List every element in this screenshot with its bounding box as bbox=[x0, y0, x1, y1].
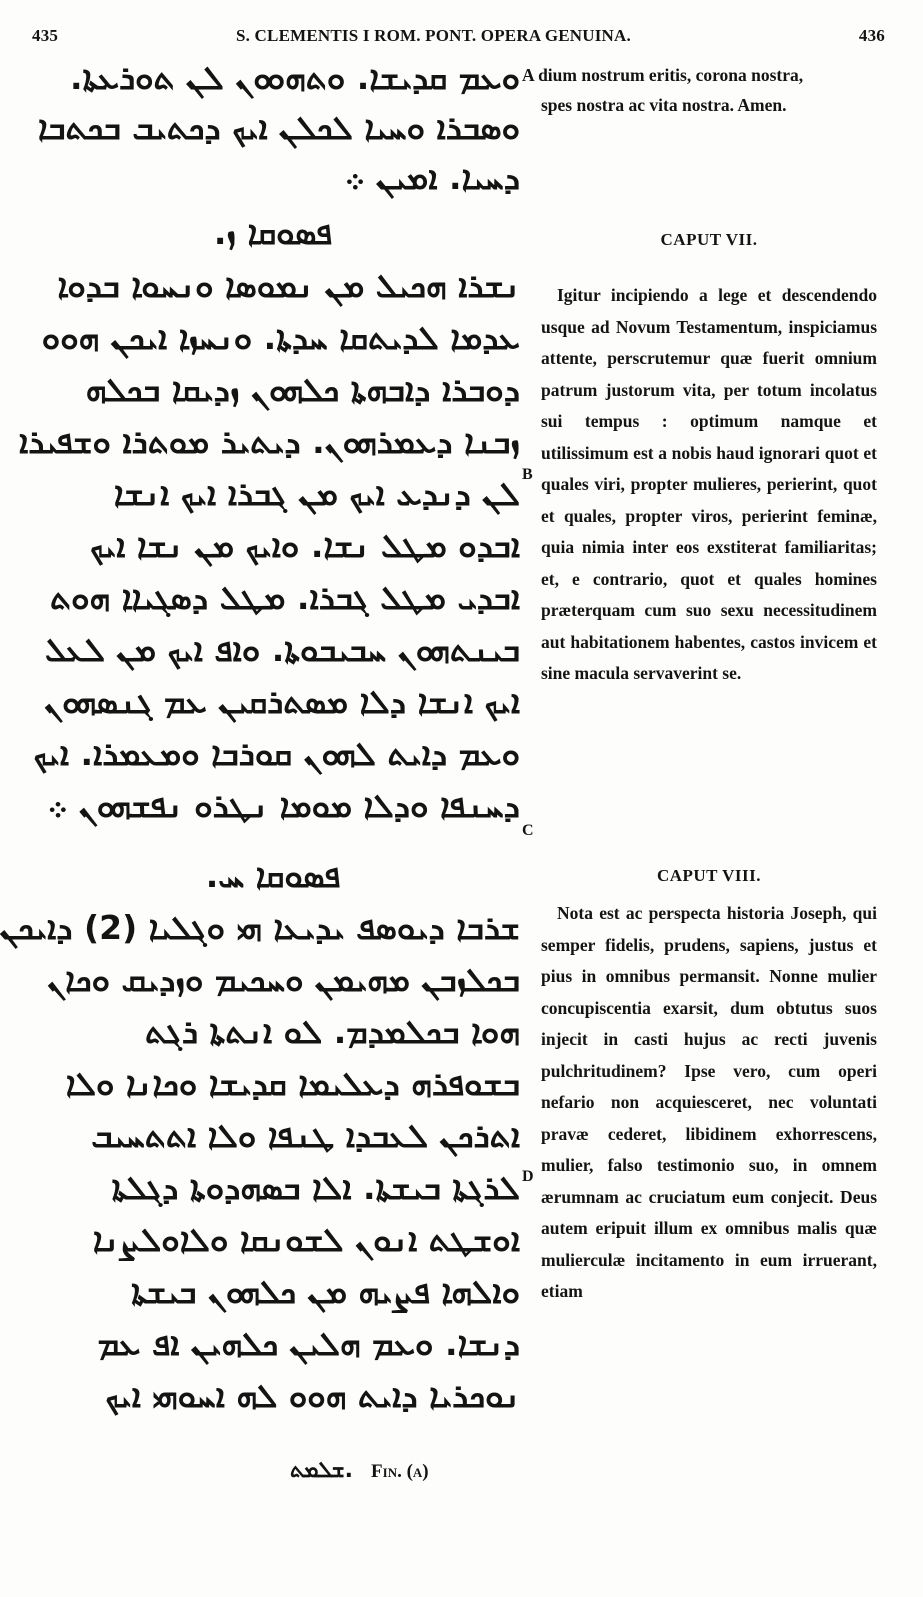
caput-8-text bbox=[541, 898, 877, 1308]
latin-line bbox=[522, 60, 803, 90]
caput-7-title: CAPUT VII. bbox=[660, 230, 758, 249]
syriac-section-8 bbox=[0, 908, 520, 1415]
fin-latin: Fin. (a) bbox=[371, 1461, 429, 1482]
running-title: S. CLEMENTIS I ROM. PONT. OPERA GENUINA. bbox=[236, 26, 631, 45]
caput-8-paragraph: Nota est ac perspecta historia Joseph, qui semper fidelis, prudens, sapiens, justus et pius in omnibus permansit. Nonne mulier concupiscentia exarsit, dum obtutus suos injecit in casti hujus ac recti juvenis pulchritudinem? Ipse vero, cum operi nefario non acquiesceret, nec voluntati pravæ cederet, libidinem exhorrescens, mulier, falso testimonio suo, in omnem ærumnam ac cruciatum eum conjecit. Deus autem eripuit illum ex omnibus malis quæ mulierculæ incitamento in eum irruerant, etiam bbox=[541, 903, 877, 1301]
syriac-line: ܐܘܫܛܬ ܐܢܘܢ ܠܫܘܢܩܐ ܘܠܐܘܠܨܢܐ bbox=[92, 1220, 520, 1259]
syriac-section-7 bbox=[18, 266, 520, 825]
margin-letter-b: B bbox=[522, 466, 533, 483]
syriac-line: ܘܥܡ ܩܕܝܫܐ. ܘܬܗܘܘܢ ܠܢ ܬܘܪܥܬܐ. bbox=[69, 58, 520, 97]
syriac-line: ܘܐܠܗܐ ܦܨܝܗ ܡܢ ܟܠܗܘܢ ܒܝܫܬܐ bbox=[131, 1272, 520, 1311]
page-number-left: 435 bbox=[32, 26, 59, 45]
syriac-heading-8: ܦܣܘܩܐ ܚ. bbox=[205, 856, 341, 895]
syriac-line: ܥܕܡܐ ܠܕܝܬܩܐ ܚܕܬܐ. ܘܢܚܙܐ ܐܝܟܢ ܗܘܘ bbox=[41, 318, 520, 357]
syriac-line: ܒܝܢܬܗܘܢ ܚܒܝܒܘܬܐ. ܘܐܦ ܐܝܟ ܡܢ ܠܥܠ bbox=[44, 630, 520, 669]
margin-letter-c: C bbox=[522, 822, 534, 839]
syriac-line: ܘܥܡ ܕܐܝܬ ܠܗܘܢ ܩܘܪܒܐ ܘܡܥܡܪܐ. ܐܝܟ bbox=[33, 734, 520, 773]
margin-letter-d: D bbox=[522, 1168, 534, 1185]
syriac-line: ܢܘܟܪܝܐ ܕܐܝܬ ܗܘܘ ܠܗ ܐܚܘܗܝ ܐܝܟ bbox=[105, 1376, 520, 1415]
caput-7-paragraph: Igitur incipiendo a lege et descendendo usque ad Novum Testamentum, inspiciamus attente, perscrutemur quæ fuerit omnium patrum justorum vita, per totum incolatus sui tempus : optimum namque et utilissimum est a nobis haud ignorari quot et quales viri, propter mulieres, perierint, quot et quales, propter viros, perierint feminæ, quia nimia inter eos exstiterat familiaritas; et, e contrario, quot et quales homines præterquam cum suo sexu necessitudinem aut habitationem habentes, castos invicem et sine macula servaverint se. bbox=[541, 285, 877, 683]
syriac-line: ܕܘܒܪܐ ܕܐܒܗܬܐ ܟܠܗܘܢ ܙܕܝܩܐ ܒܟܠܗ bbox=[85, 370, 520, 409]
fin-line bbox=[290, 1458, 429, 1483]
syriac-line: ܐܒܕܝ ܡܛܠ ܓܒܪܐ. ܡܛܠ ܕܣܓܝܐܐ ܗܘܬ bbox=[50, 578, 520, 617]
latin-line: spes nostra ac vita nostra. Amen. bbox=[541, 95, 787, 115]
syriac-line: ܐܝܟ ܐܢܫܐ ܕܠܐ ܡܣܬܪܩܝܢ ܥܡ ܓܢܣܗܘܢ bbox=[44, 682, 520, 721]
syriac-line: ܫܪܒܐ ܕܝܘܣܦ ܝܕܝܥܐ ܗܝ ܘܓܠܝܐ (2) ܕܐܝܟܢ bbox=[0, 908, 520, 947]
syriac-intro bbox=[26, 60, 520, 196]
latin-line-text: dium nostrum eritis, corona nostra, bbox=[538, 65, 804, 85]
syriac-heading-7: ܦܣܘܩܐ ܙ. bbox=[213, 213, 333, 252]
syriac-line: ܕܢܫܐ. ܘܥܡ ܗܠܝܢ ܟܠܗܝܢ ܐܦ ܥܡ bbox=[97, 1324, 520, 1363]
latin-intro bbox=[522, 60, 803, 120]
syriac-line: ܢܫܪܐ ܗܟܝܠ ܡܢ ܢܡܘܣܐ ܘܢܚܘܐ ܒܕܘܐ bbox=[57, 266, 520, 305]
syriac-line: ܠܢ ܕܢܕܥ ܐܝܟ ܡܢ ܓܒܪܐ ܐܝܟ ܐܢܫܐ bbox=[113, 474, 520, 513]
caput-8-title: CAPUT VIII. bbox=[656, 866, 762, 885]
syriac-line: ܙܒܢܐ ܕܥܡܪܗܘܢ. ܕܝܬܝܪ ܡܘܬܪܐ ܘܫܦܝܪܐ bbox=[18, 422, 520, 461]
syriac-line: ܒܫܘܦܪܗ ܕܥܠܝܡܐ ܩܕܝܫܐ ܘܟܐܢܐ ܘܠܐ bbox=[65, 1064, 520, 1103]
syriac-line: ܕܚܝܐ. ܐܡܝܢ ܀ bbox=[344, 158, 520, 197]
page-number-right: 436 bbox=[858, 26, 885, 45]
syriac-line: ܕܚܢܦܐ ܘܕܠܐ ܡܘܡܐ ܢܛܪܘ ܢܦܫܗܘܢ ܀ bbox=[47, 786, 520, 825]
caput-7-text bbox=[541, 280, 877, 690]
fin-syriac: ܫܠܡܬ. bbox=[290, 1458, 354, 1483]
syriac-line: ܘܣܒܪܐ ܘܚܝܐ ܠܟܠܢ ܐܝܟ ܕܟܬܝܒ ܒܟܬܒܐ bbox=[37, 108, 520, 147]
syriac-line: ܠܪܓܬܐ ܒܝܫܬܐ. ܐܠܐ ܒܣܗܕܘܬܐ ܕܓܠܬܐ bbox=[111, 1168, 520, 1207]
syriac-line: ܐܒܕܘ ܡܛܠ ܢܫܐ. ܘܐܝܟ ܡܢ ܢܫܐ ܐܝܟ bbox=[89, 526, 520, 565]
syriac-line: ܗܘܐ ܒܟܠܡܕܡ. ܠܘ ܐܢܬܬܐ ܪܓܬ bbox=[144, 1012, 520, 1051]
syriac-line: ܐܬܪܟܢ ܠܥܒܕܐ ܛܢܦܐ ܘܠܐ ܐܬܬܚܝܒ bbox=[91, 1116, 520, 1155]
syriac-line: ܒܟܠܙܒܢ ܡܗܝܡܢ ܘܚܟܝܡ ܘܙܕܝܩ ܘܟܐܢ bbox=[47, 960, 520, 999]
margin-letter-a: A bbox=[522, 65, 534, 85]
